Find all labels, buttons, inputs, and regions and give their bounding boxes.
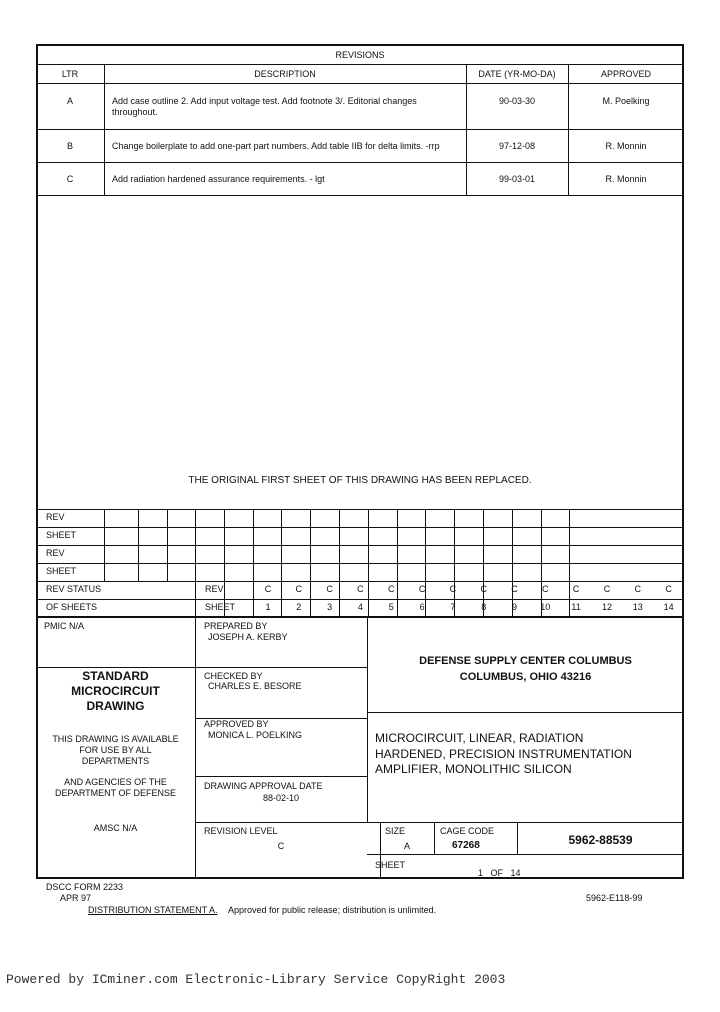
approved-by-label: APPROVED BY: [204, 719, 269, 729]
grid-line: [339, 509, 340, 617]
agencies-line-2: DEPARTMENT OF DEFENSE: [54, 788, 177, 798]
rev-status-cell: C: [634, 584, 642, 594]
grid-line: [310, 509, 311, 617]
grid-line: [36, 527, 684, 528]
grid-row-label: SHEET: [46, 566, 77, 576]
grid-line: [454, 509, 455, 617]
rev-status-cell: C: [542, 584, 549, 594]
sheet-number-cell: 6: [419, 602, 425, 612]
title-line-2: HARDENED, PRECISION INSTRUMENTATION: [375, 747, 632, 761]
revision-date-c: 99-03-01: [498, 174, 536, 184]
approval-date: 88-02-10: [262, 793, 300, 803]
description-header: DESCRIPTION: [254, 69, 316, 79]
standard-line-3: DRAWING: [86, 699, 145, 713]
approved-header: APPROVED: [600, 69, 651, 79]
title-line-1: MICROCIRCUIT, LINEAR, RADIATION: [375, 731, 584, 745]
sheet-row-label: SHEET: [205, 602, 236, 612]
sheet-number-cell: 10: [540, 602, 551, 612]
revision-ltr-c: C: [66, 174, 74, 184]
rev-status-cell: C: [418, 584, 426, 594]
grid-line: [397, 509, 398, 617]
grid-line: [541, 509, 542, 617]
size-label: SIZE: [385, 826, 406, 836]
agencies-line-1: AND AGENCIES OF THE: [64, 777, 167, 787]
grid-line: [281, 509, 282, 617]
checked-by-label: CHECKED BY: [204, 671, 263, 681]
distribution-text: Approved for public release; distribution is unlimited.: [228, 905, 437, 915]
distribution-label: DISTRIBUTION STATEMENT A.: [88, 905, 218, 915]
rev-status-cell: C: [480, 584, 487, 594]
doc-code: 5962-E118-99: [586, 893, 643, 903]
grid-row-label: REV: [46, 548, 65, 558]
grid-line: [36, 509, 684, 510]
sheet-label: SHEET: [375, 860, 406, 870]
grid-line: [138, 509, 139, 581]
grid-line: [569, 509, 570, 617]
rev-status-cell: C: [572, 584, 580, 594]
grid-line: [167, 509, 168, 581]
agency-line-1: DEFENSE SUPPLY CENTER COLUMBUS: [419, 655, 632, 667]
checked-by: CHARLES E. BESORE: [208, 681, 302, 691]
sheet-number-cell: 9: [511, 602, 517, 612]
revision-description-c: Add radiation hardened assurance requirements. - lgt: [112, 174, 325, 184]
grid-line: [224, 509, 225, 617]
grid-line: [36, 545, 684, 546]
replaced-notice: THE ORIGINAL FIRST SHEET OF THIS DRAWING HAS BEEN REPLACED.: [188, 475, 532, 486]
sheet-number-cell: 8: [481, 602, 487, 612]
sheet-number-cell: 13: [632, 602, 643, 612]
ltr-header: LTR: [61, 69, 79, 79]
rev-status-cell: C: [511, 584, 518, 594]
rev-status-cell: C: [264, 584, 272, 594]
sheet-of: 1 OF 14: [478, 868, 521, 878]
rev-status-cell: C: [295, 584, 303, 594]
grid-line: [512, 509, 513, 617]
amsc: AMSC N/A: [93, 823, 138, 833]
grid-line: [425, 509, 426, 617]
rev-row-label: REV: [205, 584, 224, 594]
grid-row-label: SHEET: [46, 530, 77, 540]
revision-ltr-b: B: [66, 141, 73, 151]
approved-by: MONICA L. POELKING: [208, 730, 303, 740]
availability-line-1: THIS DRAWING IS AVAILABLE: [52, 734, 179, 744]
of-sheets-label: OF SHEETS: [46, 602, 98, 612]
revision-description-b: Change boilerplate to add one-part part numbers. Add table IIB for delta limits. -rrp: [112, 141, 440, 151]
prepared-by: JOSEPH A. KERBY: [208, 632, 288, 642]
revision-date-a: 90-03-30: [498, 96, 536, 106]
agency-line-2: COLUMBUS, OHIO 43216: [459, 671, 592, 683]
rev-status-cell: C: [449, 584, 457, 594]
sheet-number-cell: 4: [357, 602, 363, 612]
revision-ltr-a: A: [66, 96, 73, 106]
sheet-number-cell: 1: [265, 602, 271, 612]
revision-approved-b: R. Monnin: [605, 141, 647, 151]
availability-line-3: DEPARTMENTS: [81, 756, 150, 766]
revision-date-b: 97-12-08: [498, 141, 536, 151]
rev-status-cell: C: [603, 584, 611, 594]
rev-status-cell: C: [357, 584, 364, 594]
sheet-number-cell: 12: [601, 602, 612, 612]
rev-status-label: REV STATUS: [46, 584, 102, 594]
sheet-number-cell: 11: [571, 602, 581, 612]
revisions-title: REVISIONS: [335, 50, 385, 60]
form-date: APR 97: [60, 893, 92, 903]
grid-row-label: REV: [46, 512, 65, 522]
cage-code: 67268: [452, 840, 480, 851]
form-number: DSCC FORM 2233: [46, 882, 124, 892]
drawing-number: 5962-88539: [568, 833, 633, 847]
revision-approved-c: R. Monnin: [605, 174, 647, 184]
standard-line-1: STANDARD: [82, 669, 149, 683]
grid-line: [483, 509, 484, 617]
sheet-number-cell: 14: [663, 602, 674, 612]
cage-code-label: CAGE CODE: [440, 826, 495, 836]
rev-status-cell: C: [388, 584, 395, 594]
grid-line: [253, 509, 254, 617]
grid-line: [195, 509, 196, 617]
sheet-number-cell: 7: [450, 602, 456, 612]
pmic: PMIC N/A: [44, 621, 85, 631]
revision-description-a: Add case outline 2. Add input voltage test. Add footnote 3/. Editorial changes throughout.: [112, 96, 417, 117]
sheet-number-cell: 2: [296, 602, 302, 612]
sheet-number-cell: 3: [327, 602, 333, 612]
rev-status-cell: C: [665, 584, 672, 594]
availability-line-2: FOR USE BY ALL: [79, 745, 152, 755]
grid-line: [104, 509, 105, 581]
watermark-text: Powered by ICminer.com Electronic-Library Service CopyRight 2003: [6, 972, 506, 987]
size-value: A: [403, 841, 410, 851]
title-line-3: AMPLIFIER, MONOLITHIC SILICON: [375, 762, 572, 776]
prepared-by-label: PREPARED BY: [204, 621, 268, 631]
standard-line-2: MICROCIRCUIT: [71, 684, 160, 698]
sheet-number-cell: 5: [388, 602, 394, 612]
grid-line: [36, 581, 684, 582]
approval-date-label: DRAWING APPROVAL DATE: [204, 781, 323, 791]
grid-line: [36, 599, 684, 600]
revision-approved-a: M. Poelking: [602, 96, 650, 106]
grid-line: [368, 509, 369, 617]
revision-level: C: [277, 841, 285, 851]
rev-status-cell: C: [326, 584, 333, 594]
grid-line: [36, 617, 684, 618]
grid-line: [36, 563, 684, 564]
date-header: DATE (YR-MO-DA): [478, 69, 556, 79]
revision-level-label: REVISION LEVEL: [204, 826, 278, 836]
